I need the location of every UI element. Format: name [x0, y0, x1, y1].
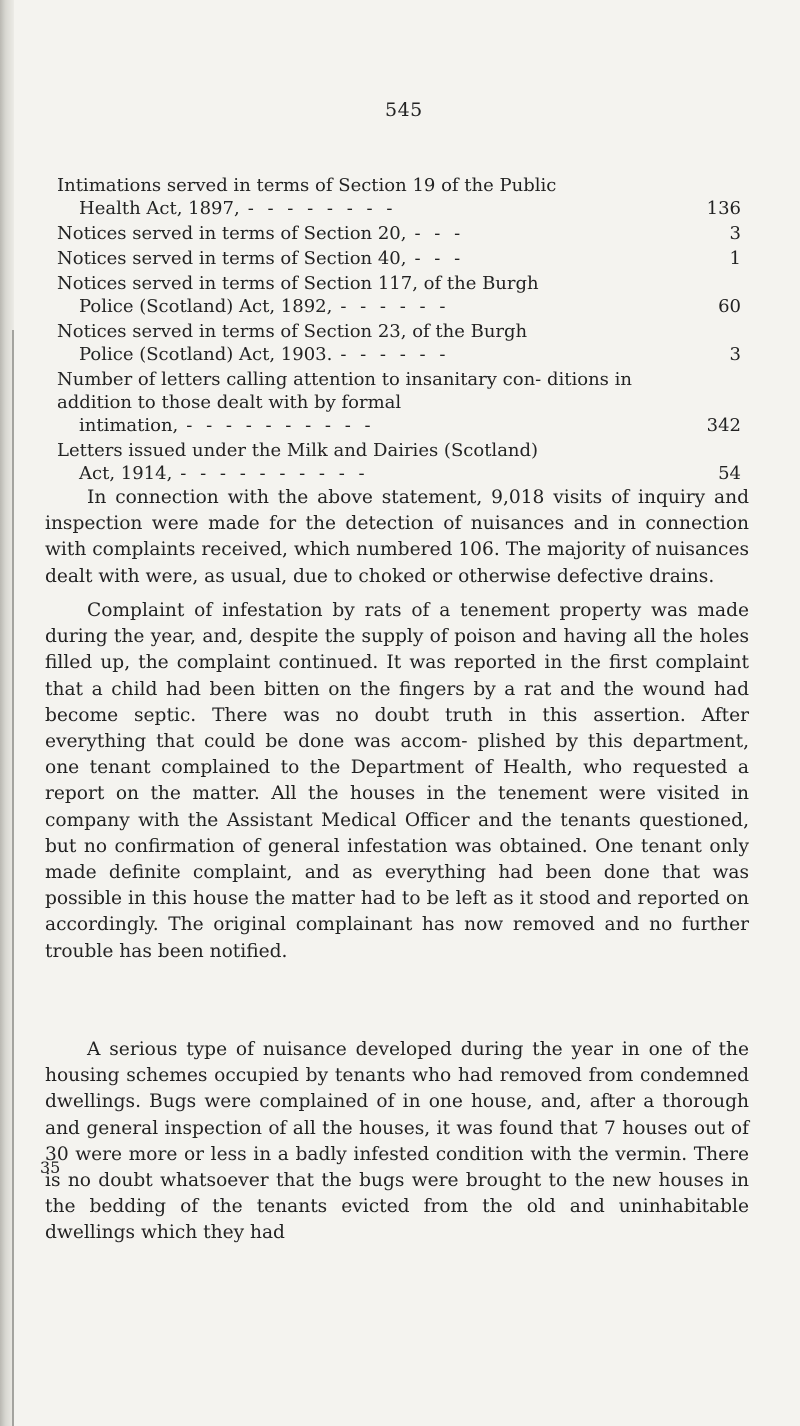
row-label: Letters issued under the Milk and Dairies (Scotland): [57, 440, 539, 461]
leader-dots: - - - - - - - - - -: [186, 415, 375, 436]
row-value: 1: [729, 248, 741, 269]
statement-row: [57, 439, 747, 485]
row-label: Notices served in terms of Section 20,: [57, 223, 407, 244]
row-value: 3: [729, 344, 741, 365]
leader-dots: - - -: [414, 223, 465, 244]
row-label-cont: Act, 1914,: [79, 463, 173, 484]
row-label: Intimations served in terms of Section 19 of the Public: [57, 175, 557, 196]
paragraph-rat-infestation: Complaint of infestation by rats of a tenement property was made during the year, and, despite the supply of poison and having all the holes filled up, the complaint continued. It was reported in the first complaint that a child had been bitten on the fingers by a rat and the wound had become septic. There was no doubt truth in this assertion. After everything that could be done was accom- plished by this department, one tenant complained to the Department of Health, who requested a report on the matter. All the houses in the tenement were visited in company with the Assistant Medical Officer and the tenants questioned, but no confirmation of general infestation was obtained. One tenant only made definite complaint, and as everything had been done that was possible in this house the matter had to be left as it stood and reported on accordingly. The original complainant has now removed and no further trouble has been notified.: [45, 600, 749, 962]
row-label-cont: Police (Scotland) Act, 1892,: [79, 296, 333, 317]
row-label: Notices served in terms of Section 117, of the Burgh: [57, 273, 539, 294]
row-label-cont: intimation,: [79, 415, 179, 436]
leader-dots: - - - - - - - - - -: [180, 463, 369, 484]
leader-dots: - - -: [414, 248, 465, 269]
row-label: Number of letters calling attention to insanitary con- ditions in addition to those dealt with by formal: [57, 369, 632, 413]
page-number: 545: [385, 99, 423, 121]
statement-row: [57, 368, 747, 437]
row-value: 60: [718, 296, 741, 317]
paragraph-visits-summary: In connection with the above statement, 9,018 visits of inquiry and inspection were made for the detection of nuisances and in connection with complaints received, which numbered 106. The majority of nuisances dealt with were, as usual, due to choked or otherwise defective drains.: [45, 487, 749, 587]
paragraph-bug-nuisance: A serious type of nuisance developed during the year in one of the housing schemes occupied by tenants who had removed from condemned dwellings. Bugs were complained of in one house, and, after a thorough and general inspection of all the houses, it was found that 7 houses out of 30 were more or less in a badly infested condition with the vermin. There is no doubt whatsoever that the bugs were brought to the new houses in the bedding of the tenants evicted from the old and uninhabitable dwellings which they had: [45, 1039, 749, 1244]
statement-row: [57, 222, 747, 245]
signature-marker: 35: [40, 1158, 61, 1177]
binding-shadow-line: [12, 330, 14, 1426]
statement-row: [57, 174, 747, 220]
row-value: 54: [718, 463, 741, 484]
leader-dots: - - - - - - - -: [247, 198, 397, 219]
row-label-cont: Police (Scotland) Act, 1903.: [79, 344, 333, 365]
row-label-cont: Health Act, 1897,: [79, 198, 240, 219]
row-value: 342: [706, 415, 741, 436]
statement-row: [57, 247, 747, 270]
statement-row: [57, 320, 747, 366]
statement-row: [57, 272, 747, 318]
statement-table: [57, 174, 747, 487]
row-value: 136: [706, 198, 741, 219]
row-label: Notices served in terms of Section 40,: [57, 248, 407, 269]
leader-dots: - - - - - -: [340, 344, 450, 365]
row-label: Notices served in terms of Section 23, of the Burgh: [57, 321, 528, 342]
leader-dots: - - - - - -: [340, 296, 450, 317]
row-value: 3: [729, 223, 741, 244]
